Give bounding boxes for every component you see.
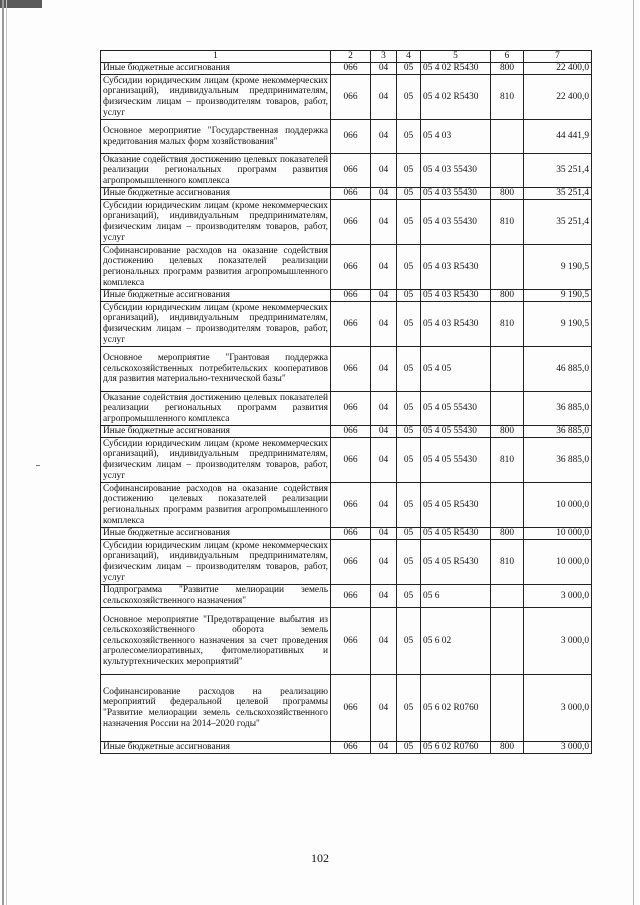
row-target-article: 05 6 02 R0760 xyxy=(421,742,491,754)
row-section: 04 xyxy=(371,585,397,608)
row-name: Субсидии юридическим лицам (кроме некоммерческих организаций), индивидуальным предпринимателям, физическим лицам – производителям товаров, работ, услуг xyxy=(101,540,331,585)
budget-table xyxy=(100,50,592,754)
table-row xyxy=(101,154,592,188)
page-number: 102 xyxy=(311,851,329,865)
row-subsection: 05 xyxy=(397,63,421,75)
row-section: 04 xyxy=(371,154,397,188)
row-subsection: 05 xyxy=(397,154,421,188)
row-amount: 10 000,0 xyxy=(524,528,592,540)
row-section: 04 xyxy=(371,742,397,754)
row-name: Основное мероприятие "Грантовая поддержка сельскохозяйственных потребительских кооперативов для развития материально-технической базы" xyxy=(101,347,331,392)
row-name: Иные бюджетные ассигнования xyxy=(101,63,331,75)
row-target-article: 05 4 05 55430 xyxy=(421,392,491,426)
table-row xyxy=(101,438,592,483)
row-amount: 9 190,5 xyxy=(524,290,592,302)
row-amount: 36 885,0 xyxy=(524,426,592,438)
table-row xyxy=(101,188,592,200)
row-expense-type xyxy=(491,347,524,392)
row-amount: 10 000,0 xyxy=(524,483,592,528)
row-amount: 35 251,4 xyxy=(524,200,592,245)
row-ministry-code: 066 xyxy=(331,392,371,426)
table-row xyxy=(101,585,592,608)
row-subsection: 05 xyxy=(397,483,421,528)
table-row xyxy=(101,347,592,392)
row-section: 04 xyxy=(371,120,397,154)
row-ministry-code: 066 xyxy=(331,347,371,392)
row-expense-type xyxy=(491,483,524,528)
row-name: Основное мероприятие "Предотвращение выбытия из сельскохозяйственного оборота земель сельскохозяйственного назначения за счет проведения агролесомелиоративных, фитомелиоративных и культуртехнических мероприятий" xyxy=(101,608,331,675)
row-target-article: 05 6 02 R0760 xyxy=(421,675,491,742)
row-expense-type: 800 xyxy=(491,528,524,540)
row-target-article: 05 6 xyxy=(421,585,491,608)
row-name: Субсидии юридическим лицам (кроме некоммерческих организаций), индивидуальным предпринимателям, физическим лицам – производителям товаров, работ, услуг xyxy=(101,302,331,347)
row-name: Иные бюджетные ассигнования xyxy=(101,528,331,540)
row-expense-type: 800 xyxy=(491,188,524,200)
row-amount: 46 885,0 xyxy=(524,347,592,392)
row-section: 04 xyxy=(371,426,397,438)
scan-left-edge-inner xyxy=(6,0,7,905)
row-section: 04 xyxy=(371,75,397,120)
row-ministry-code: 066 xyxy=(331,302,371,347)
row-name: Иные бюджетные ассигнования xyxy=(101,426,331,438)
row-ministry-code: 066 xyxy=(331,483,371,528)
row-expense-type xyxy=(491,585,524,608)
row-section: 04 xyxy=(371,675,397,742)
table-body xyxy=(101,51,592,754)
row-ministry-code: 066 xyxy=(331,426,371,438)
scan-right-edge xyxy=(633,0,634,905)
row-ministry-code: 066 xyxy=(331,608,371,675)
row-subsection: 05 xyxy=(397,675,421,742)
row-target-article: 05 4 03 R5430 xyxy=(421,245,491,290)
row-name: Софинансирование расходов на реализацию мероприятий федеральной целевой программы "Развитие мелиорации земель сельскохозяйственного назначения России на 2014–2020 годы" xyxy=(101,675,331,742)
row-expense-type: 810 xyxy=(491,75,524,120)
row-amount: 22 400,0 xyxy=(524,63,592,75)
row-target-article: 05 4 05 R5430 xyxy=(421,483,491,528)
table-row xyxy=(101,608,592,675)
row-ministry-code: 066 xyxy=(331,528,371,540)
row-target-article: 05 4 03 R5430 xyxy=(421,302,491,347)
row-target-article: 05 4 05 R5430 xyxy=(421,528,491,540)
row-ministry-code: 066 xyxy=(331,200,371,245)
row-section: 04 xyxy=(371,438,397,483)
row-subsection: 05 xyxy=(397,528,421,540)
row-name: Иные бюджетные ассигнования xyxy=(101,290,331,302)
row-expense-type: 800 xyxy=(491,742,524,754)
row-subsection: 05 xyxy=(397,290,421,302)
table-row xyxy=(101,120,592,154)
row-name: Оказание содействия достижению целевых показателей реализации региональных программ развития агропромышленного комплекса xyxy=(101,154,331,188)
header-cell-6: 6 xyxy=(491,51,524,63)
row-expense-type xyxy=(491,675,524,742)
row-section: 04 xyxy=(371,245,397,290)
row-ministry-code: 066 xyxy=(331,742,371,754)
row-amount: 9 190,5 xyxy=(524,245,592,290)
row-subsection: 05 xyxy=(397,347,421,392)
row-amount: 44 441,9 xyxy=(524,120,592,154)
row-amount: 35 251,4 xyxy=(524,188,592,200)
header-cell-5: 5 xyxy=(421,51,491,63)
row-subsection: 05 xyxy=(397,426,421,438)
row-section: 04 xyxy=(371,63,397,75)
row-subsection: 05 xyxy=(397,302,421,347)
row-amount: 22 400,0 xyxy=(524,75,592,120)
row-name: Иные бюджетные ассигнования xyxy=(101,742,331,754)
header-cell-2: 2 xyxy=(331,51,371,63)
row-section: 04 xyxy=(371,392,397,426)
row-ministry-code: 066 xyxy=(331,120,371,154)
row-expense-type: 800 xyxy=(491,290,524,302)
row-ministry-code: 066 xyxy=(331,75,371,120)
row-name: Субсидии юридическим лицам (кроме некоммерческих организаций), индивидуальным предпринимателям, физическим лицам – производителям товаров, работ, услуг xyxy=(101,438,331,483)
row-amount: 9 190,5 xyxy=(524,302,592,347)
header-cell-1: 1 xyxy=(101,51,331,63)
table-row xyxy=(101,392,592,426)
row-name: Оказание содействия достижению целевых показателей реализации региональных программ развития агропромышленного комплекса xyxy=(101,392,331,426)
row-target-article: 05 4 02 R5430 xyxy=(421,75,491,120)
margin-mark xyxy=(36,465,40,466)
row-expense-type: 810 xyxy=(491,200,524,245)
row-target-article: 05 4 05 55430 xyxy=(421,438,491,483)
row-expense-type xyxy=(491,120,524,154)
row-expense-type xyxy=(491,392,524,426)
row-amount: 3 000,0 xyxy=(524,608,592,675)
row-amount: 3 000,0 xyxy=(524,585,592,608)
table-row xyxy=(101,528,592,540)
row-target-article: 05 4 02 R5430 xyxy=(421,63,491,75)
row-target-article: 05 4 03 55430 xyxy=(421,188,491,200)
table-row xyxy=(101,302,592,347)
row-subsection: 05 xyxy=(397,608,421,675)
row-name: Софинансирование расходов на оказание содействия достижению целевых показателей реализации региональных программ развития агропромышленного комплекса xyxy=(101,245,331,290)
row-ministry-code: 066 xyxy=(331,188,371,200)
row-section: 04 xyxy=(371,347,397,392)
header-row xyxy=(101,51,592,63)
row-name: Основное мероприятие "Государственная поддержка кредитования малых форм хозяйствования" xyxy=(101,120,331,154)
row-ministry-code: 066 xyxy=(331,438,371,483)
row-name: Субсидии юридическим лицам (кроме некоммерческих организаций), индивидуальным предпринимателям, физическим лицам – производителям товаров, работ, услуг xyxy=(101,75,331,120)
row-name: Субсидии юридическим лицам (кроме некоммерческих организаций), индивидуальным предпринимателям, физическим лицам – производителям товаров, работ, услуг xyxy=(101,200,331,245)
row-subsection: 05 xyxy=(397,438,421,483)
table-row xyxy=(101,63,592,75)
row-subsection: 05 xyxy=(397,392,421,426)
row-amount: 10 000,0 xyxy=(524,540,592,585)
table-row xyxy=(101,200,592,245)
row-expense-type xyxy=(491,608,524,675)
row-ministry-code: 066 xyxy=(331,540,371,585)
table-row xyxy=(101,245,592,290)
row-expense-type: 800 xyxy=(491,63,524,75)
row-target-article: 05 4 05 55430 xyxy=(421,426,491,438)
row-subsection: 05 xyxy=(397,120,421,154)
row-subsection: 05 xyxy=(397,188,421,200)
scan-left-edge xyxy=(2,0,4,905)
table-row xyxy=(101,675,592,742)
row-section: 04 xyxy=(371,540,397,585)
table-row xyxy=(101,290,592,302)
row-name: Подпрограмма "Развитие мелиорации земель сельскохозяйственного назначения" xyxy=(101,585,331,608)
row-target-article: 05 4 05 xyxy=(421,347,491,392)
table-row xyxy=(101,742,592,754)
row-target-article: 05 4 03 xyxy=(421,120,491,154)
row-section: 04 xyxy=(371,188,397,200)
row-name: Софинансирование расходов на оказание содействия достижению целевых показателей реализации региональных программ развития агропромышленного комплекса xyxy=(101,483,331,528)
row-ministry-code: 066 xyxy=(331,675,371,742)
row-section: 04 xyxy=(371,200,397,245)
row-section: 04 xyxy=(371,302,397,347)
row-expense-type: 810 xyxy=(491,302,524,347)
row-amount: 36 885,0 xyxy=(524,392,592,426)
table-row xyxy=(101,75,592,120)
row-section: 04 xyxy=(371,483,397,528)
row-target-article: 05 4 03 55430 xyxy=(421,154,491,188)
row-section: 04 xyxy=(371,608,397,675)
row-subsection: 05 xyxy=(397,200,421,245)
row-expense-type: 800 xyxy=(491,426,524,438)
row-ministry-code: 066 xyxy=(331,245,371,290)
row-ministry-code: 066 xyxy=(331,63,371,75)
row-subsection: 05 xyxy=(397,75,421,120)
row-amount: 3 000,0 xyxy=(524,742,592,754)
row-ministry-code: 066 xyxy=(331,154,371,188)
row-expense-type xyxy=(491,245,524,290)
row-ministry-code: 066 xyxy=(331,585,371,608)
table-row xyxy=(101,540,592,585)
row-amount: 35 251,4 xyxy=(524,154,592,188)
row-ministry-code: 066 xyxy=(331,290,371,302)
row-name: Иные бюджетные ассигнования xyxy=(101,188,331,200)
header-cell-4: 4 xyxy=(397,51,421,63)
row-target-article: 05 4 03 55430 xyxy=(421,200,491,245)
header-cell-7: 7 xyxy=(524,51,592,63)
row-subsection: 05 xyxy=(397,245,421,290)
row-target-article: 05 4 03 R5430 xyxy=(421,290,491,302)
row-target-article: 05 6 02 xyxy=(421,608,491,675)
row-subsection: 05 xyxy=(397,540,421,585)
row-target-article: 05 4 05 R5430 xyxy=(421,540,491,585)
row-section: 04 xyxy=(371,528,397,540)
header-cell-3: 3 xyxy=(371,51,397,63)
row-section: 04 xyxy=(371,290,397,302)
row-subsection: 05 xyxy=(397,585,421,608)
table-row xyxy=(101,483,592,528)
row-amount: 3 000,0 xyxy=(524,675,592,742)
row-expense-type xyxy=(491,154,524,188)
row-expense-type: 810 xyxy=(491,438,524,483)
row-amount: 36 885,0 xyxy=(524,438,592,483)
table-row xyxy=(101,426,592,438)
row-expense-type: 810 xyxy=(491,540,524,585)
row-subsection: 05 xyxy=(397,742,421,754)
